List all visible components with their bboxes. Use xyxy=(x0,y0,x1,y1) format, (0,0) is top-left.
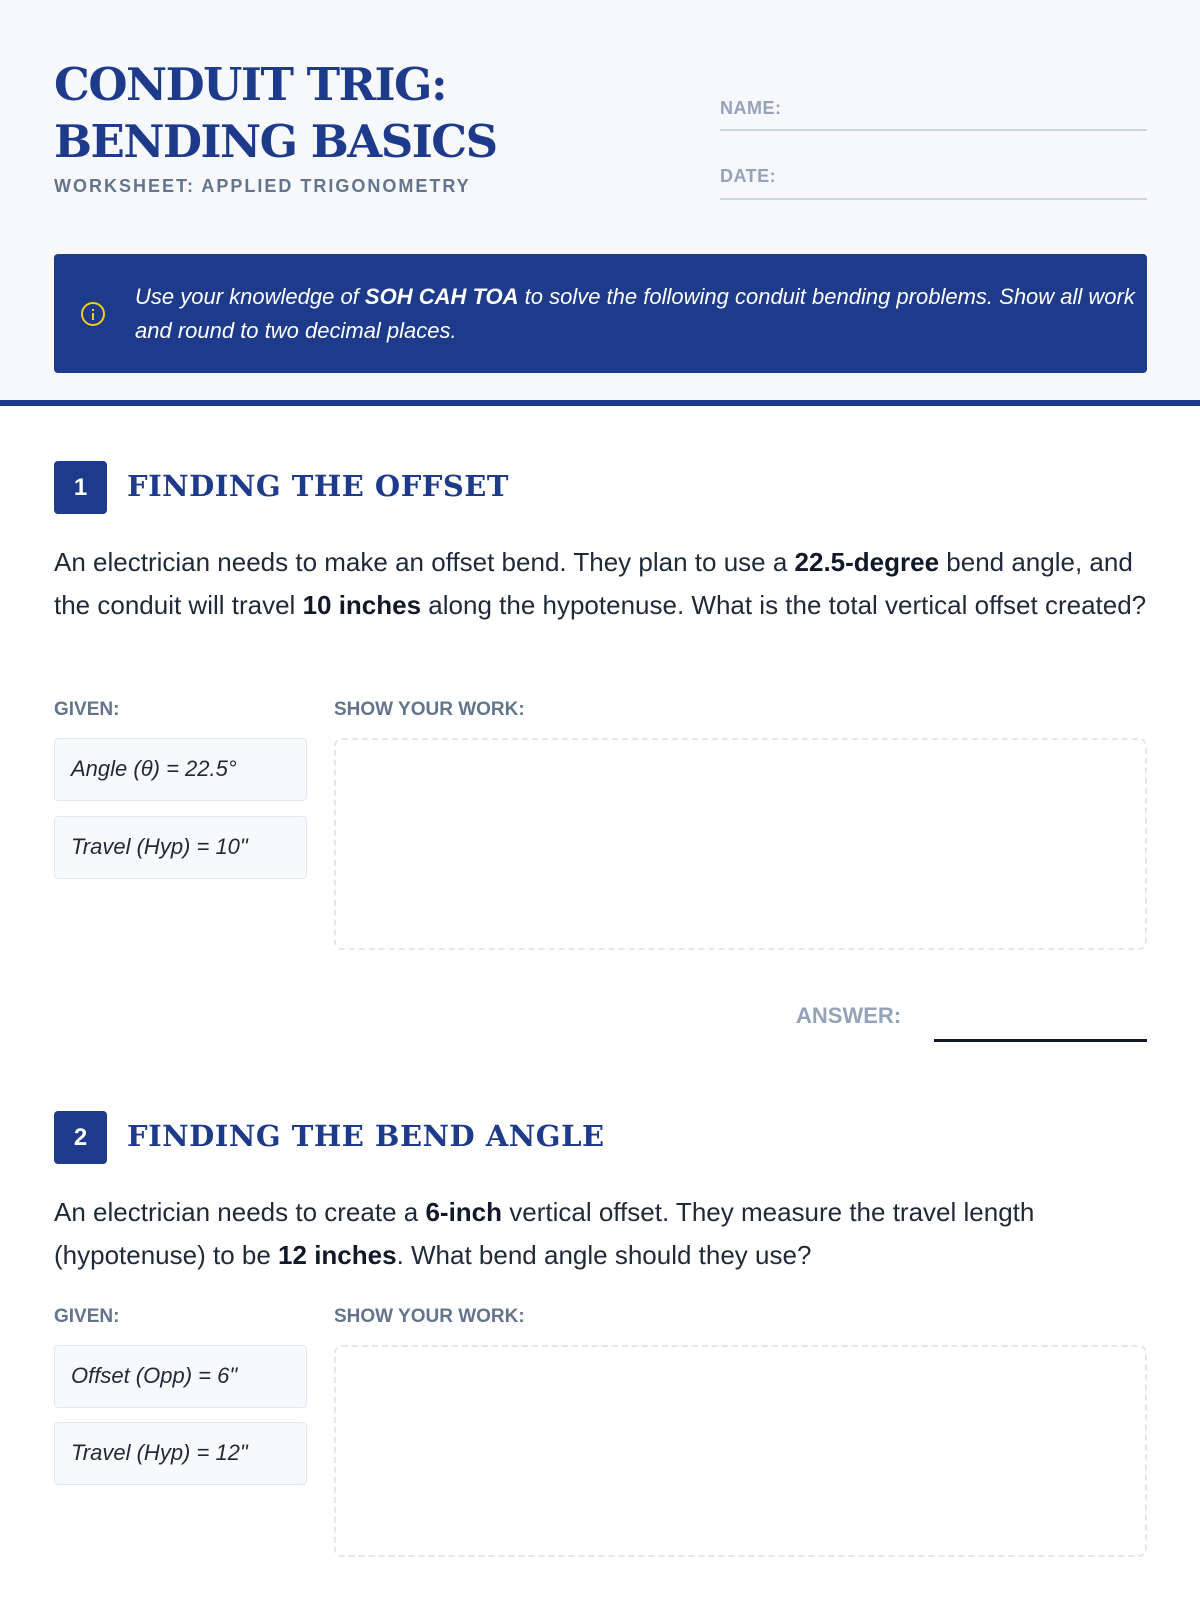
name-label: NAME: xyxy=(720,98,782,118)
instructions-text: Use your knowledge of SOH CAH TOA to solve the following conduit bending problems. Show all work and round to two decimal places. xyxy=(135,284,1135,343)
answer-label: ANSWER: xyxy=(796,1003,902,1028)
name-field[interactable] xyxy=(720,129,1147,131)
problem-prompt xyxy=(54,1191,1154,1277)
work-area[interactable] xyxy=(334,738,1147,950)
given-label: GIVEN: xyxy=(54,1306,120,1327)
problem-number-badge: 2 xyxy=(54,1111,107,1164)
prompt-text: vertical offset. They measure the travel length (hypotenuse) to be xyxy=(54,1197,1035,1270)
answer-field[interactable] xyxy=(934,1039,1147,1042)
given-value: Travel (Hyp) = 12" xyxy=(54,1422,307,1485)
date-field[interactable] xyxy=(720,198,1147,200)
problem-title: FINDING THE BEND ANGLE xyxy=(127,1119,605,1153)
problem-prompt xyxy=(54,541,1154,627)
prompt-text: along the hypotenuse. What is the total vertical offset created? xyxy=(421,590,1147,620)
problem-number-badge: 1 xyxy=(54,461,107,514)
prompt-text: . What bend angle should they use? xyxy=(396,1240,812,1270)
work-area[interactable] xyxy=(334,1345,1147,1557)
problem-title: FINDING THE OFFSET xyxy=(127,469,509,503)
header-divider xyxy=(0,400,1200,406)
page-title: CONDUIT TRIG: BENDING BASICS xyxy=(54,58,497,168)
prompt-text: bend angle, and the conduit will travel xyxy=(54,547,1133,620)
work-label: SHOW YOUR WORK: xyxy=(334,1306,525,1327)
prompt-emphasis: 10 inches xyxy=(302,590,422,620)
given-value: Travel (Hyp) = 10" xyxy=(54,816,307,879)
prompt-emphasis: 12 inches xyxy=(278,1240,397,1270)
prompt-text: An electrician needs to create a xyxy=(54,1197,426,1227)
prompt-emphasis: 22.5-degree xyxy=(794,547,940,577)
date-label: DATE: xyxy=(720,166,777,186)
info-icon xyxy=(81,302,105,326)
page-subtitle: WORKSHEET: APPLIED TRIGONOMETRY xyxy=(54,176,471,196)
given-label: GIVEN: xyxy=(54,699,120,720)
prompt-text: An electrician needs to make an offset bend. They plan to use a xyxy=(54,547,795,577)
prompt-emphasis: 6-inch xyxy=(425,1197,503,1227)
given-value: Offset (Opp) = 6" xyxy=(54,1345,307,1408)
work-label: SHOW YOUR WORK: xyxy=(334,699,525,720)
given-value: Angle (θ) = 22.5° xyxy=(54,738,307,801)
